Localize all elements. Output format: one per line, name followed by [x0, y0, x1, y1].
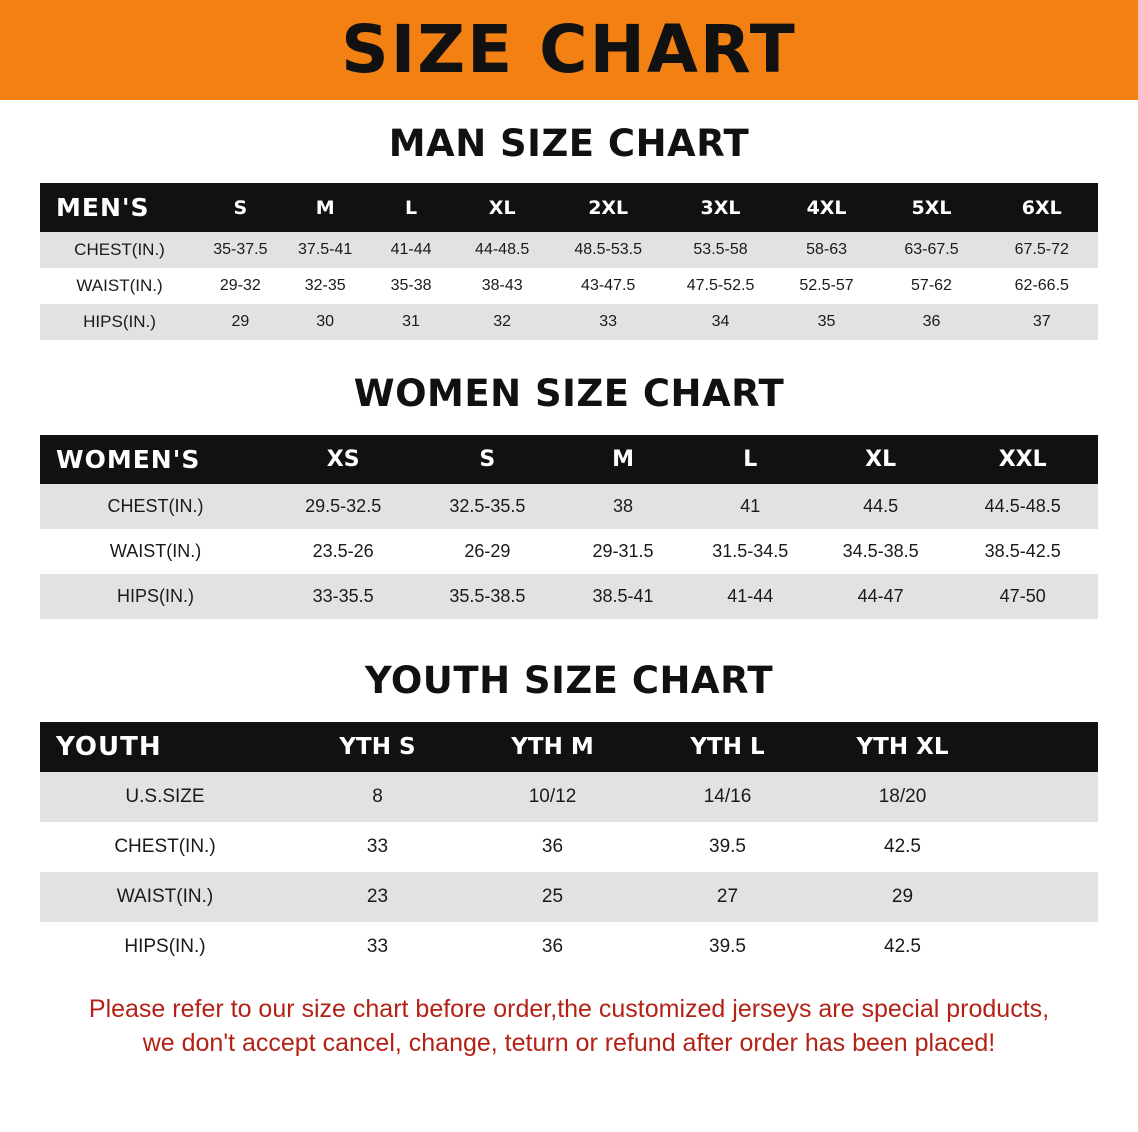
cell: 27	[640, 872, 815, 922]
cell: 35-37.5	[199, 232, 282, 268]
women-size-table	[40, 435, 1098, 619]
row-label: HIPS(IN.)	[40, 922, 290, 972]
column-header: 6XL	[986, 183, 1098, 232]
cell: 36	[465, 922, 640, 972]
cell: 29.5-32.5	[271, 484, 415, 529]
man-size-table	[40, 183, 1098, 340]
table-row	[40, 268, 1098, 304]
column-header: 4XL	[776, 183, 878, 232]
youth-size-table	[40, 722, 1098, 972]
column-header: XS	[271, 435, 415, 484]
column-header: M	[282, 183, 369, 232]
column-header-spacer	[990, 722, 1098, 772]
cell: 39.5	[640, 922, 815, 972]
table-row	[40, 772, 1098, 822]
cell: 33	[551, 304, 665, 340]
cell-spacer	[990, 822, 1098, 872]
row-label: WAIST(IN.)	[40, 268, 199, 304]
column-header: 2XL	[551, 183, 665, 232]
cell: 23	[290, 872, 465, 922]
cell: 41-44	[369, 232, 454, 268]
cell: 18/20	[815, 772, 990, 822]
cell: 36	[877, 304, 985, 340]
column-header: YTH M	[465, 722, 640, 772]
cell: 29	[815, 872, 990, 922]
cell: 25	[465, 872, 640, 922]
cell: 23.5-26	[271, 529, 415, 574]
cell: 31	[369, 304, 454, 340]
table-row	[40, 574, 1098, 619]
cell: 44.5	[814, 484, 948, 529]
cell: 30	[282, 304, 369, 340]
cell: 38.5-42.5	[947, 529, 1098, 574]
column-header: L	[369, 183, 454, 232]
column-header: YTH L	[640, 722, 815, 772]
column-header: M	[559, 435, 686, 484]
column-header: 3XL	[665, 183, 775, 232]
man-size-table-wrap	[40, 183, 1098, 340]
cell: 37	[986, 304, 1098, 340]
cell: 41	[687, 484, 814, 529]
cell: 33	[290, 922, 465, 972]
cell: 33	[290, 822, 465, 872]
cell: 44-47	[814, 574, 948, 619]
cell: 67.5-72	[986, 232, 1098, 268]
youth-section-heading: YOUTH SIZE CHART	[364, 659, 774, 702]
column-header: YTH XL	[815, 722, 990, 772]
cell: 35	[776, 304, 878, 340]
row-label: CHEST(IN.)	[40, 484, 271, 529]
cell: 38-43	[453, 268, 551, 304]
cell: 44-48.5	[453, 232, 551, 268]
page-title: SIZE CHART	[341, 11, 797, 88]
row-label: WAIST(IN.)	[40, 529, 271, 574]
cell: 32.5-35.5	[415, 484, 559, 529]
table-header-row	[40, 722, 1098, 772]
table-row	[40, 529, 1098, 574]
cell: 34	[665, 304, 775, 340]
cell: 62-66.5	[986, 268, 1098, 304]
cell: 29	[199, 304, 282, 340]
column-header: S	[415, 435, 559, 484]
cell: 52.5-57	[776, 268, 878, 304]
cell: 39.5	[640, 822, 815, 872]
column-header: L	[687, 435, 814, 484]
column-header: S	[199, 183, 282, 232]
cell: 8	[290, 772, 465, 822]
cell: 32-35	[282, 268, 369, 304]
cell: 57-62	[877, 268, 985, 304]
row-label: CHEST(IN.)	[40, 232, 199, 268]
cell: 35-38	[369, 268, 454, 304]
cell: 29-32	[199, 268, 282, 304]
column-header: XXL	[947, 435, 1098, 484]
cell: 42.5	[815, 922, 990, 972]
column-header: 5XL	[877, 183, 985, 232]
page-banner	[0, 0, 1138, 100]
cell: 47-50	[947, 574, 1098, 619]
disclaimer-note	[39, 992, 1099, 1060]
column-header: YOUTH	[40, 722, 290, 772]
column-header: XL	[814, 435, 948, 484]
cell: 63-67.5	[877, 232, 985, 268]
women-section-heading: WOMEN SIZE CHART	[353, 372, 785, 415]
row-label: HIPS(IN.)	[40, 304, 199, 340]
cell: 38	[559, 484, 686, 529]
cell: 41-44	[687, 574, 814, 619]
disclaimer-line-2: we don't accept cancel, change, teturn or refund after order has been placed!	[142, 1029, 996, 1057]
cell: 10/12	[465, 772, 640, 822]
table-header-row	[40, 435, 1098, 484]
table-row	[40, 872, 1098, 922]
column-header: XL	[453, 183, 551, 232]
cell: 32	[453, 304, 551, 340]
disclaimer-line-1: Please refer to our size chart before order,the customized jerseys are special products,	[88, 995, 1050, 1023]
table-row	[40, 232, 1098, 268]
column-header: MEN'S	[40, 183, 199, 232]
row-label: U.S.SIZE	[40, 772, 290, 822]
cell: 43-47.5	[551, 268, 665, 304]
table-row	[40, 484, 1098, 529]
women-size-table-wrap	[40, 435, 1098, 619]
cell: 38.5-41	[559, 574, 686, 619]
row-label: WAIST(IN.)	[40, 872, 290, 922]
cell: 58-63	[776, 232, 878, 268]
table-row	[40, 304, 1098, 340]
cell: 31.5-34.5	[687, 529, 814, 574]
cell: 47.5-52.5	[665, 268, 775, 304]
row-label: CHEST(IN.)	[40, 822, 290, 872]
cell: 37.5-41	[282, 232, 369, 268]
youth-size-table-wrap	[40, 722, 1098, 972]
cell: 34.5-38.5	[814, 529, 948, 574]
table-row	[40, 922, 1098, 972]
cell-spacer	[990, 872, 1098, 922]
cell: 42.5	[815, 822, 990, 872]
column-header: WOMEN'S	[40, 435, 271, 484]
table-header-row	[40, 183, 1098, 232]
table-row	[40, 822, 1098, 872]
cell: 44.5-48.5	[947, 484, 1098, 529]
cell: 33-35.5	[271, 574, 415, 619]
cell: 53.5-58	[665, 232, 775, 268]
man-section-heading: MAN SIZE CHART	[388, 122, 750, 165]
cell: 35.5-38.5	[415, 574, 559, 619]
cell-spacer	[990, 922, 1098, 972]
cell: 14/16	[640, 772, 815, 822]
cell-spacer	[990, 772, 1098, 822]
column-header: YTH S	[290, 722, 465, 772]
row-label: HIPS(IN.)	[40, 574, 271, 619]
cell: 36	[465, 822, 640, 872]
cell: 26-29	[415, 529, 559, 574]
cell: 48.5-53.5	[551, 232, 665, 268]
cell: 29-31.5	[559, 529, 686, 574]
